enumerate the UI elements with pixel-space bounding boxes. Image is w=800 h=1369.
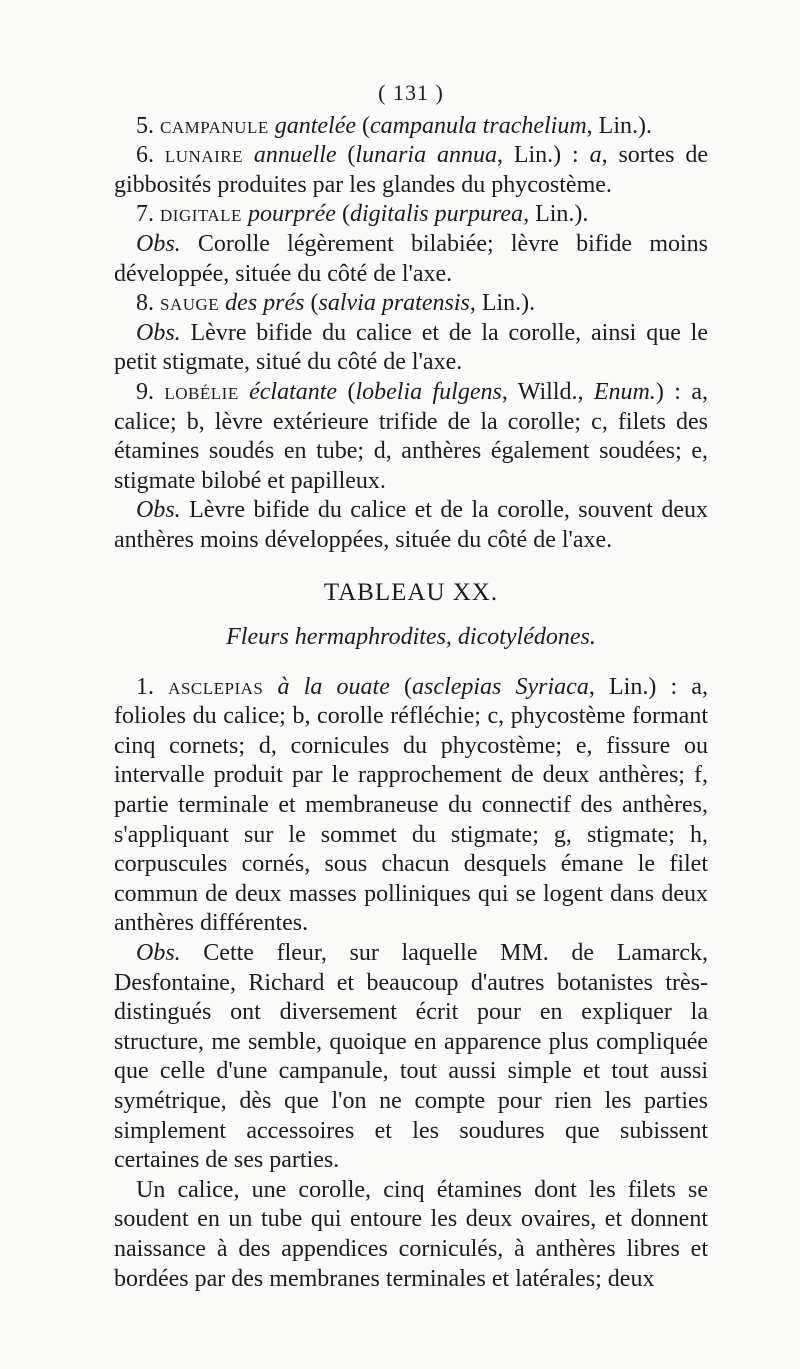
table-heading: TABLEAU XX.: [323, 578, 499, 606]
obs-sauge: Obs. Lèvre bifide du calice et de la corolle, ainsi que le petit stigmate, situé du côté de l'axe.: [114, 319, 708, 376]
obs-lobelie: Obs. Lèvre bifide du calice et de la corolle, souvent deux anthères moins développées, située du côté de l'axe.: [114, 497, 708, 553]
page-number: ( 131 ): [378, 80, 444, 105]
entry-digitale: 7. digitale pourprée (digitalis purpurea, Lin.).: [136, 201, 589, 228]
entry-sauge: 8. sauge des prés (salvia pratensis, Lin.).: [136, 290, 536, 317]
obs-digitale: Obs. Corolle légèrement bilabiée; lèvre bifide moins développée, située du côté de l'axe.: [114, 230, 708, 287]
entry-lobelie: 9. lobélie éclatante (lobelia fulgens, Willd., Enum.) : a, calice; b, lèvre extérieure trifide de la corolle; c, filets des étamines soudés en tube; d, anthères également soudées; e, stigmate bilobé et papilleux.: [114, 378, 708, 494]
final-paragraph: Un calice, une corolle, cinq étamines dont les filets se soudent en un tube qui entoure les deux ovaires, et donnent naissance à des appendices corniculés, à anthères libres et bordées par des membranes terminales et latérales; deux: [114, 1176, 708, 1292]
entry-asclepias: 1. asclepias à la ouate (asclepias Syriaca, Lin.) : a, folioles du calice; b, corolle réfléchie; c, phycostème formant cinq cornets; d, cornicules du phycostème; e, fissure ou intervalle produit par le rapprochement de deux anthères; f, partie terminale et membraneuse du connectif des anthères, s'appliquant sur le sommet du stigmate; g, stigmate; h, corpuscules cornés, sous chacun desquels émane le filet commun de deux masses polliniques qui se logent dans deux anthères différentes.: [114, 673, 708, 937]
obs-asclepias: Obs. Cette fleur, sur laquelle MM. de Lamarck, Desfontaine, Richard et beaucoup d'autres botanistes très-distingués ont diversement écrit pour en expliquer la structure, me semble, quoique en apparence plus compliquée que celle d'une campanule, tout aussi simple et tout aussi symétrique, dès que l'on ne compte pour rien les parties simplement accessoires et les soudures que subissent certaines de ses parties.: [114, 940, 708, 1174]
table-subheading: Fleurs hermaphrodites, dicotylédones.: [226, 624, 596, 651]
entry-campanule: 5. campanule gantelée (campanula trachelium, Lin.).: [136, 112, 652, 139]
entry-lunaire: 6. lunaire annuelle (lunaria annua, Lin.) : a, sortes de gibbosités produites par les glandes du phycostème.: [114, 142, 708, 198]
